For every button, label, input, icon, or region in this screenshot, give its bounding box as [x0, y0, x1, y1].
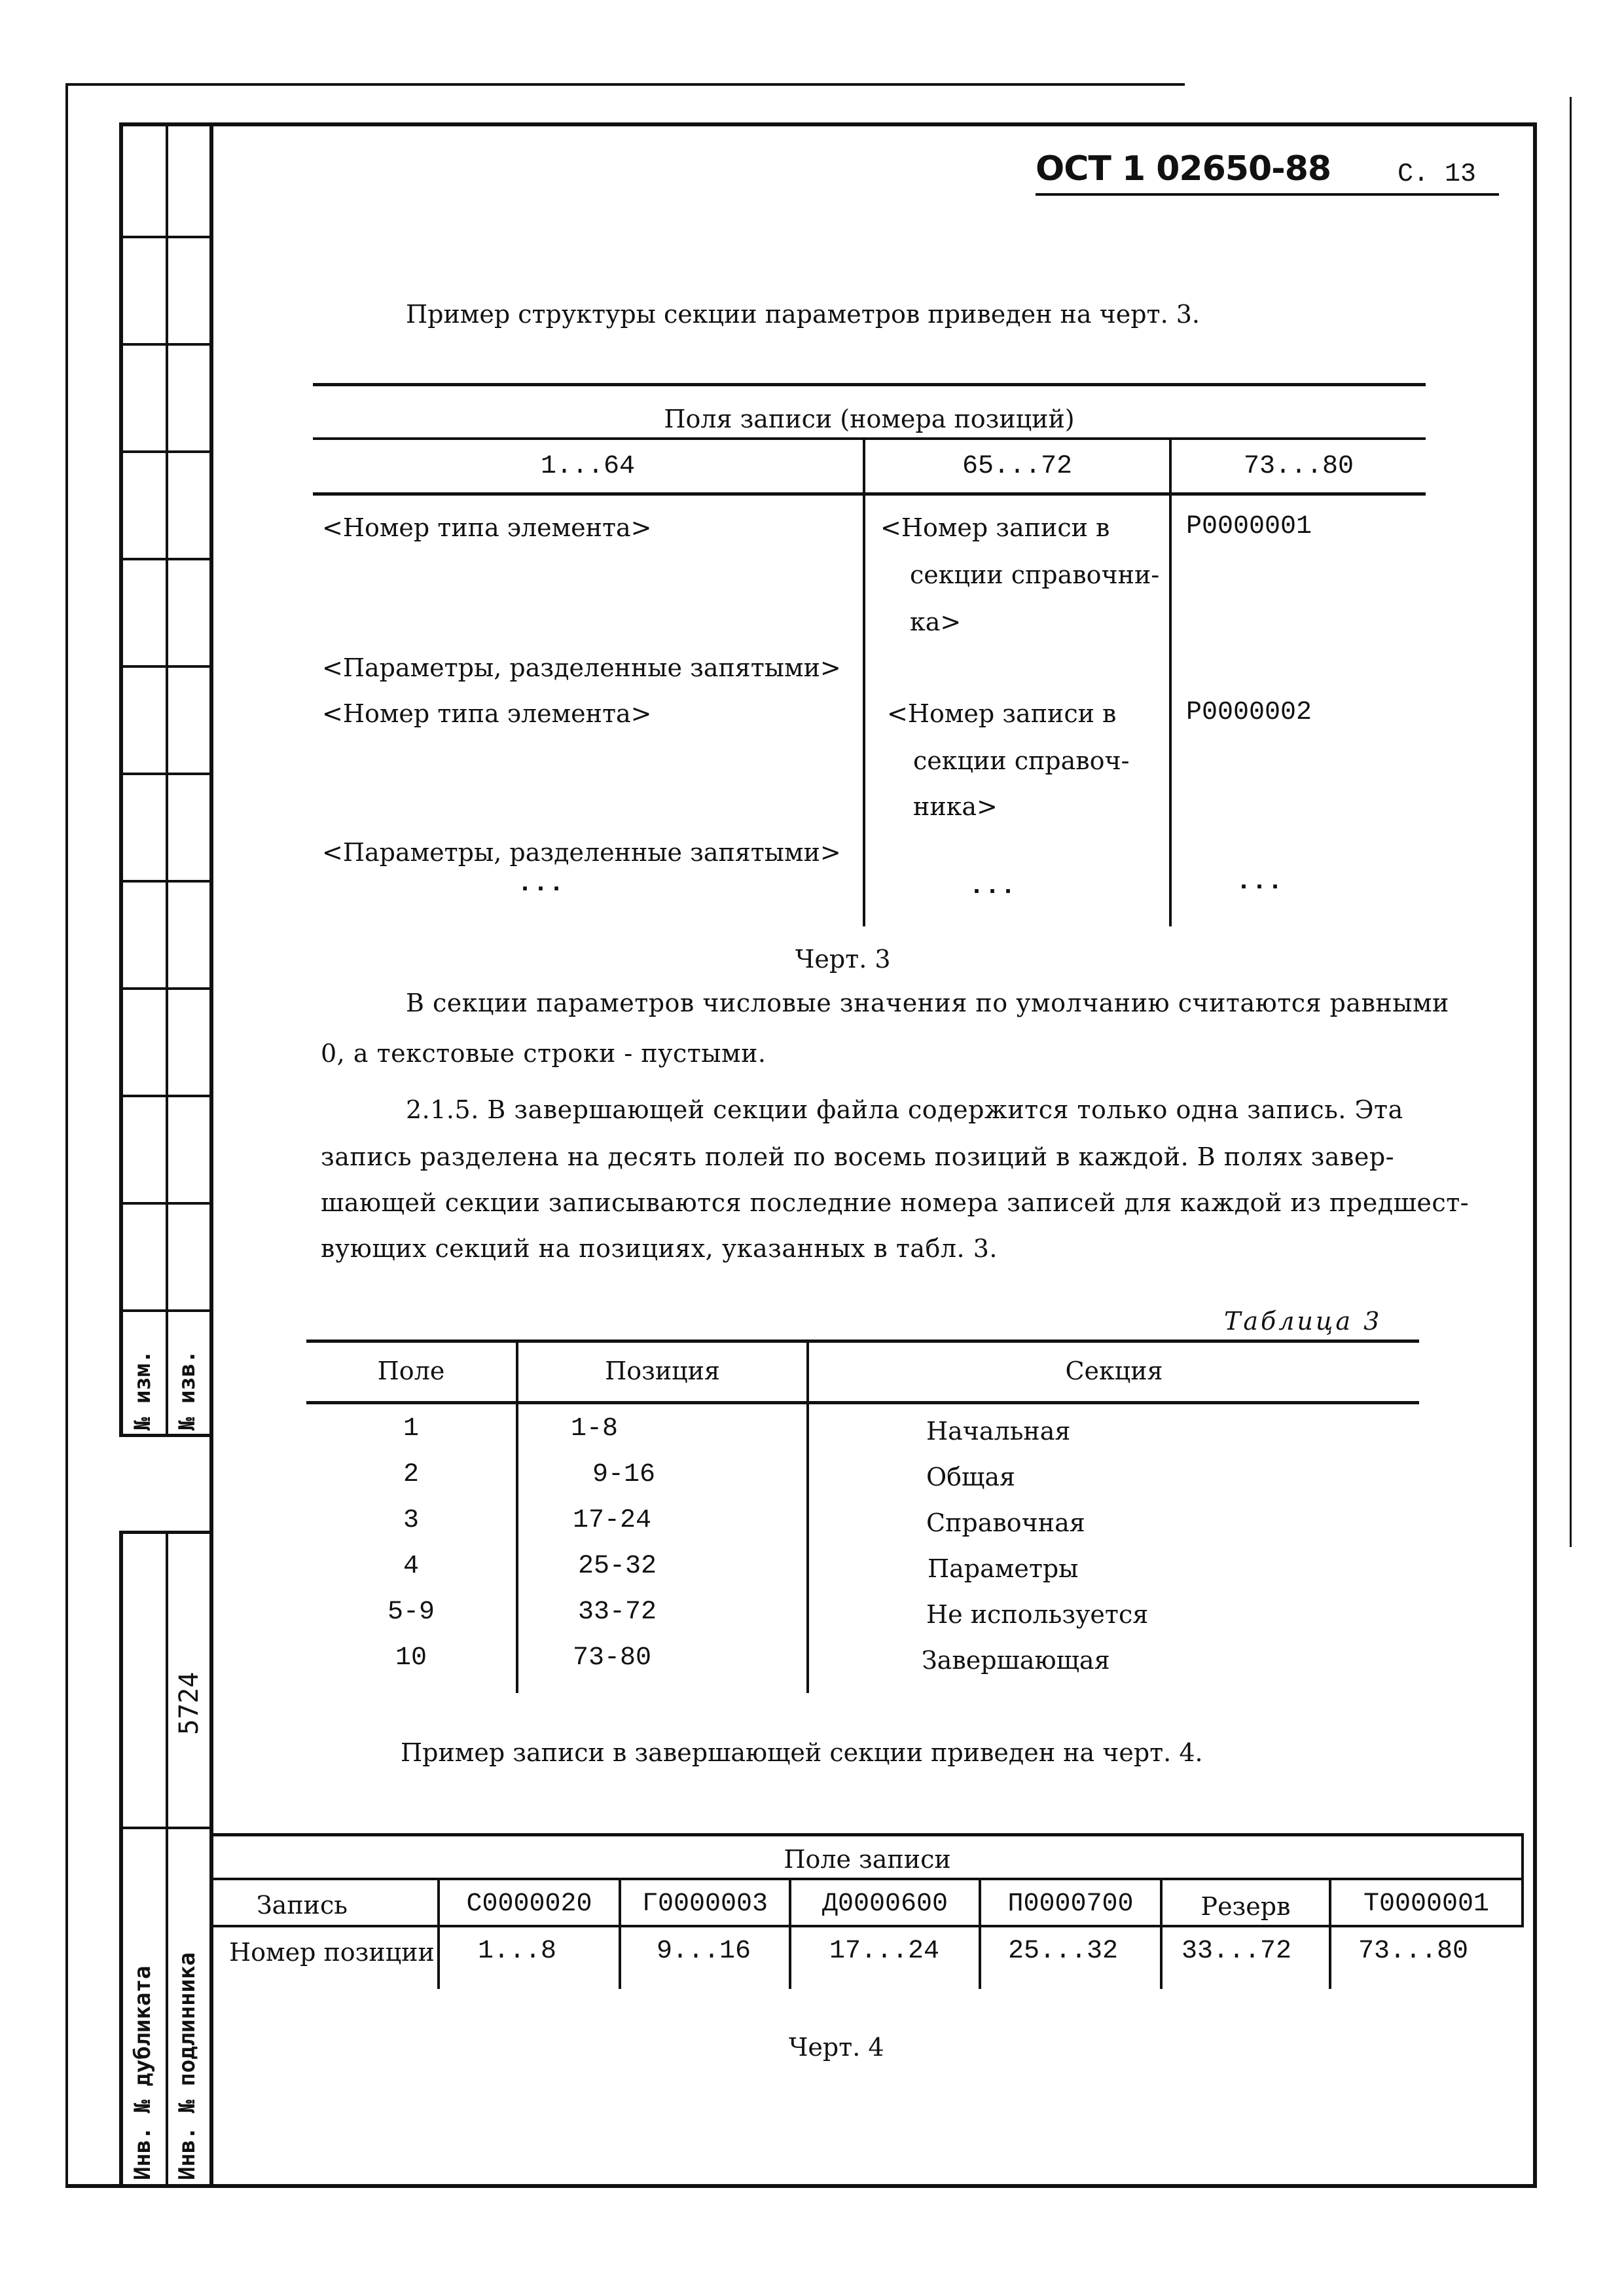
- fig4-header-title: Поле записи: [784, 1845, 951, 1874]
- fig3-ellipsis-3: ...: [1236, 867, 1284, 897]
- fig3-header-title: Поля записи (номера позиций): [664, 405, 1075, 433]
- table3-row1-sec: Начальная: [926, 1417, 1071, 1446]
- paragraph2-line3: шающей секции записываются последние номера записей для каждой из предшест-: [321, 1188, 1470, 1217]
- fig3-vline-1: [863, 439, 865, 926]
- fig3-caption: Черт. 3: [795, 945, 891, 974]
- table3-row3-pole: 3: [403, 1506, 419, 1535]
- strip-sep-3: [119, 450, 211, 453]
- table3-row6-pos: 73-80: [573, 1643, 652, 1673]
- table3-header-sec: Секция: [1065, 1357, 1163, 1385]
- fig3-row2-col3: Р0000002: [1186, 698, 1312, 727]
- strip-left: [119, 122, 123, 1436]
- fig4-record-5: Резерв: [1200, 1892, 1291, 1921]
- fig3-col1-header: 1...64: [540, 452, 636, 481]
- table3-row2-sec: Общая: [926, 1463, 1015, 1491]
- fig4-record-2: Г0000003: [641, 1889, 768, 1919]
- fig3-header-line: [313, 437, 1426, 440]
- fig3-row2-params: <Параметры, разделенные запятыми>: [322, 838, 841, 867]
- table3-row2-pos: 9-16: [592, 1460, 656, 1489]
- strip-sep-7: [119, 880, 211, 883]
- paragraph2-line2: запись разделена на десять полей по восемь позиций в каждой. В полях завер-: [321, 1142, 1395, 1171]
- table3-row1-pole: 1: [403, 1414, 419, 1444]
- fig3-row1-col2-line2: секции справочни-: [910, 560, 1160, 589]
- strip-sep-14: [119, 1827, 211, 1829]
- fig3-row1-col3: Р0000001: [1186, 512, 1312, 541]
- fig4-caption: Черт. 4: [789, 2033, 884, 2062]
- table3-header-pos: Позиция: [605, 1357, 720, 1385]
- strip-sep-12: [119, 1434, 211, 1437]
- fig3-col2-header: 65...72: [962, 452, 1073, 481]
- strip-sep-13: [119, 1531, 211, 1534]
- table3-row4-sec: Параметры: [928, 1554, 1079, 1583]
- fig3-row1-col2-line3: ка>: [910, 608, 962, 636]
- strip-left-low: [119, 1531, 123, 2185]
- strip-sep-2: [119, 343, 211, 346]
- fig3-row2-col2-line1: <Номер записи в: [887, 699, 1117, 728]
- margin-izm: № изм.: [130, 1350, 156, 1430]
- fig4-record-3: Д0000600: [821, 1889, 948, 1919]
- fig4-record-4: П0000700: [1007, 1889, 1134, 1919]
- table3-row6-pole: 10: [395, 1643, 427, 1673]
- table3-row4-pos: 25-32: [578, 1552, 657, 1581]
- page-number: С. 13: [1398, 160, 1477, 189]
- fig4-record-6: Т0000001: [1363, 1889, 1490, 1919]
- fig4-label-record: Запись: [257, 1891, 348, 1920]
- table3-header-pole: Поле: [377, 1357, 445, 1385]
- top-outer-line: [65, 83, 1185, 86]
- fig3-vline-2: [1169, 439, 1172, 926]
- paragraph2-line4: вующих секций на позициях, указанных в табл. 3.: [321, 1234, 998, 1263]
- intro-text: Пример структуры секции параметров приведен на черт. 3.: [406, 300, 1200, 329]
- fig4-pos-6: 73...80: [1358, 1937, 1469, 1966]
- fig3-row2-col2-line2: секции справоч-: [913, 746, 1130, 775]
- table3-row6-sec: Завершающая: [922, 1646, 1110, 1675]
- strip-mid-low: [166, 1531, 168, 2185]
- table3-header-line: [306, 1401, 1419, 1404]
- fig4-record-1: С0000020: [466, 1889, 592, 1919]
- table3-row5-pole: 5-9: [387, 1597, 435, 1627]
- frame-left-outer: [65, 86, 68, 2188]
- fig3-row1-params: <Параметры, разделенные запятыми>: [322, 653, 841, 682]
- strip-sep-1: [119, 236, 211, 238]
- table3-row5-sec: Не используется: [926, 1600, 1149, 1629]
- table3-vline-2: [806, 1339, 809, 1693]
- margin-orig: Инв. № подлинника: [174, 1952, 200, 2180]
- intro-text-2: Пример записи в завершающей секции приведен на черт. 4.: [401, 1738, 1203, 1767]
- frame-bottom: [65, 2184, 1537, 2188]
- paragraph1-line1: В секции параметров числовые значения по умолчанию считаются равными: [406, 989, 1449, 1017]
- right-outer-scan-line: [1570, 97, 1572, 1547]
- table3-top-line: [306, 1339, 1419, 1343]
- table3-row3-pos: 17-24: [573, 1506, 652, 1535]
- fig4-pos-3: 17...24: [829, 1937, 940, 1966]
- table3-row1-pos: 1-8: [571, 1414, 619, 1444]
- table3-row3-sec: Справочная: [926, 1508, 1085, 1537]
- strip-mid-top: [166, 122, 168, 1436]
- margin-inv-number: 5724: [174, 1671, 204, 1735]
- fig4-mid-line: [211, 1925, 1524, 1927]
- fig3-colhead-line: [313, 492, 1426, 496]
- fig3-col3-header: 73...80: [1243, 452, 1354, 481]
- fig4-top-line: [211, 1833, 1524, 1836]
- fig3-top-line: [313, 383, 1426, 386]
- margin-dup: Инв. № дубликата: [130, 1965, 156, 2180]
- margin-izv: № изв.: [174, 1350, 200, 1430]
- fig4-pos-2: 9...16: [657, 1937, 751, 1966]
- strip-sep-8: [119, 987, 211, 990]
- frame-right: [1533, 122, 1537, 2187]
- table3-row4-pole: 4: [403, 1552, 419, 1581]
- fig4-pos-1: 1...8: [478, 1937, 557, 1966]
- header-underline: [1036, 193, 1499, 196]
- fig3-ellipsis-1: ...: [517, 869, 565, 899]
- frame-top: [119, 122, 1536, 126]
- paragraph2-line1: 2.1.5. В завершающей секции файла содержится только одна запись. Эта: [406, 1095, 1403, 1124]
- paragraph1-line2: 0, а текстовые строки - пустыми.: [321, 1039, 767, 1068]
- standard-code: ОСТ 1 02650-88: [1036, 149, 1331, 189]
- strip-sep-5: [119, 665, 211, 668]
- table3-title: Таблица 3: [1224, 1307, 1382, 1336]
- fig3-row2-col1: <Номер типа элемента>: [322, 699, 652, 728]
- fig3-ellipsis-2: ...: [969, 872, 1017, 902]
- fig4-label-position: Номер позиции: [229, 1938, 435, 1967]
- fig4-pos-4: 25...32: [1008, 1937, 1119, 1966]
- table3-vline-1: [516, 1339, 518, 1693]
- strip-sep-9: [119, 1095, 211, 1097]
- strip-sep-6: [119, 773, 211, 775]
- strip-sep-11: [119, 1309, 211, 1312]
- fig4-header-line: [211, 1878, 1524, 1880]
- fig4-pos-5: 33...72: [1182, 1937, 1292, 1966]
- fig3-row2-col2-line3: ника>: [913, 792, 998, 821]
- table3-row2-pole: 2: [403, 1460, 419, 1489]
- fig3-row1-col1: <Номер типа элемента>: [322, 513, 652, 542]
- table3-row5-pos: 33-72: [578, 1597, 657, 1627]
- strip-sep-10: [119, 1202, 211, 1205]
- strip-sep-4: [119, 558, 211, 560]
- fig3-row1-col2-line1: <Номер записи в: [880, 513, 1110, 542]
